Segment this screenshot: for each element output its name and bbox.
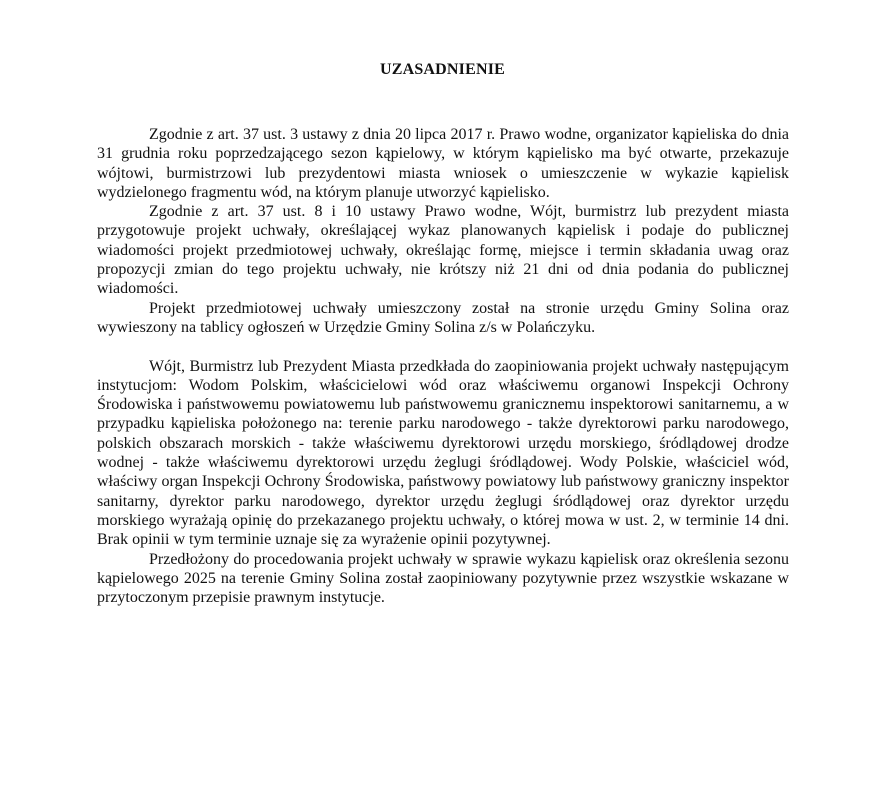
paragraph-positive-opinion: Przedłożony do procedowania projekt uchwały w sprawie wykazu kąpielisk oraz określenia sezonu kąpielowego 2025 na terenie Gminy Solina został zaopiniowany pozytywnie przez wszystkie wskazane w przytoczonym przepisie prawnym instytucje. [97, 550, 789, 607]
paragraph-opinion-institutions: Wójt, Burmistrz lub Prezydent Miasta przedkłada do zaopiniowania projekt uchwały następującym instytucjom: Wodom Polskim, właścicielowi wód oraz właściwemu organowi Inspekcji Ochrony Środowiska i państwowemu powiatowemu lub państwowemu granicznemu inspektorowi sanitarnemu, a w przypadku kąpieliska położonego na: terenie parku narodowego - także dyrektorowi parku narodowego, polskich obszarach morskich - także właściwemu dyrektorowi urzędu morskiego, śródlądowej drodze wodnej - także właściwemu dyrektorowi urzędu żeglugi śródlądowej. Wody Polskie, właściciel wód, właściwy organ Inspekcji Ochrony Środowiska, państwowy powiatowy lub państwowy graniczny inspektor sanitarny, dyrektor parku narodowego, dyrektor urzędu żeglugi śródlądowej oraz dyrektor urzędu morskiego wyrażają opinię do przekazanego projektu uchwały, o której mowa w ust. 2, w terminie 14 dni. Brak opinii w tym terminie uznaje się za wyrażenie opinii pozytywnej. [97, 357, 789, 549]
document-title: UZASADNIENIE [379, 61, 506, 78]
paragraph-publication: Projekt przedmiotowej uchwały umieszczony został na stronie urzędu Gminy Solina oraz wywieszony na tablicy ogłoszeń w Urzędzie Gminy Solina z/s w Polańczyku. [97, 299, 789, 336]
document-body [97, 125, 789, 607]
paragraph-spacer [97, 337, 789, 356]
paragraph-organizer-application: Zgodnie z art. 37 ust. 3 ustawy z dnia 20 lipca 2017 r. Prawo wodne, organizator kąpieliska do dnia 31 grudnia roku poprzedzającego sezon kąpielowy, w którym kąpielisko ma być otwarte, przekazuje wójtowi, burmistrzowi lub prezydentowi miasta wniosek o umieszczenie w wykazie kąpielisk wydzielonego fragmentu wód, na którym planuje utworzyć kąpielisko. [97, 126, 789, 201]
paragraph-draft-resolution: Zgodnie z art. 37 ust. 8 i 10 ustawy Prawo wodne, Wójt, burmistrz lub prezydent miasta przygotowuje projekt uchwały, określającej wykaz planowanych kąpielisk i podaje do publicznej wiadomości projekt przedmiotowej uchwały, określając formę, miejsce i termin składania uwag oraz propozycji zmian do tego projektu uchwały, nie krótszy niż 21 dni od dnia podania do publicznej wiadomości. [97, 203, 789, 298]
